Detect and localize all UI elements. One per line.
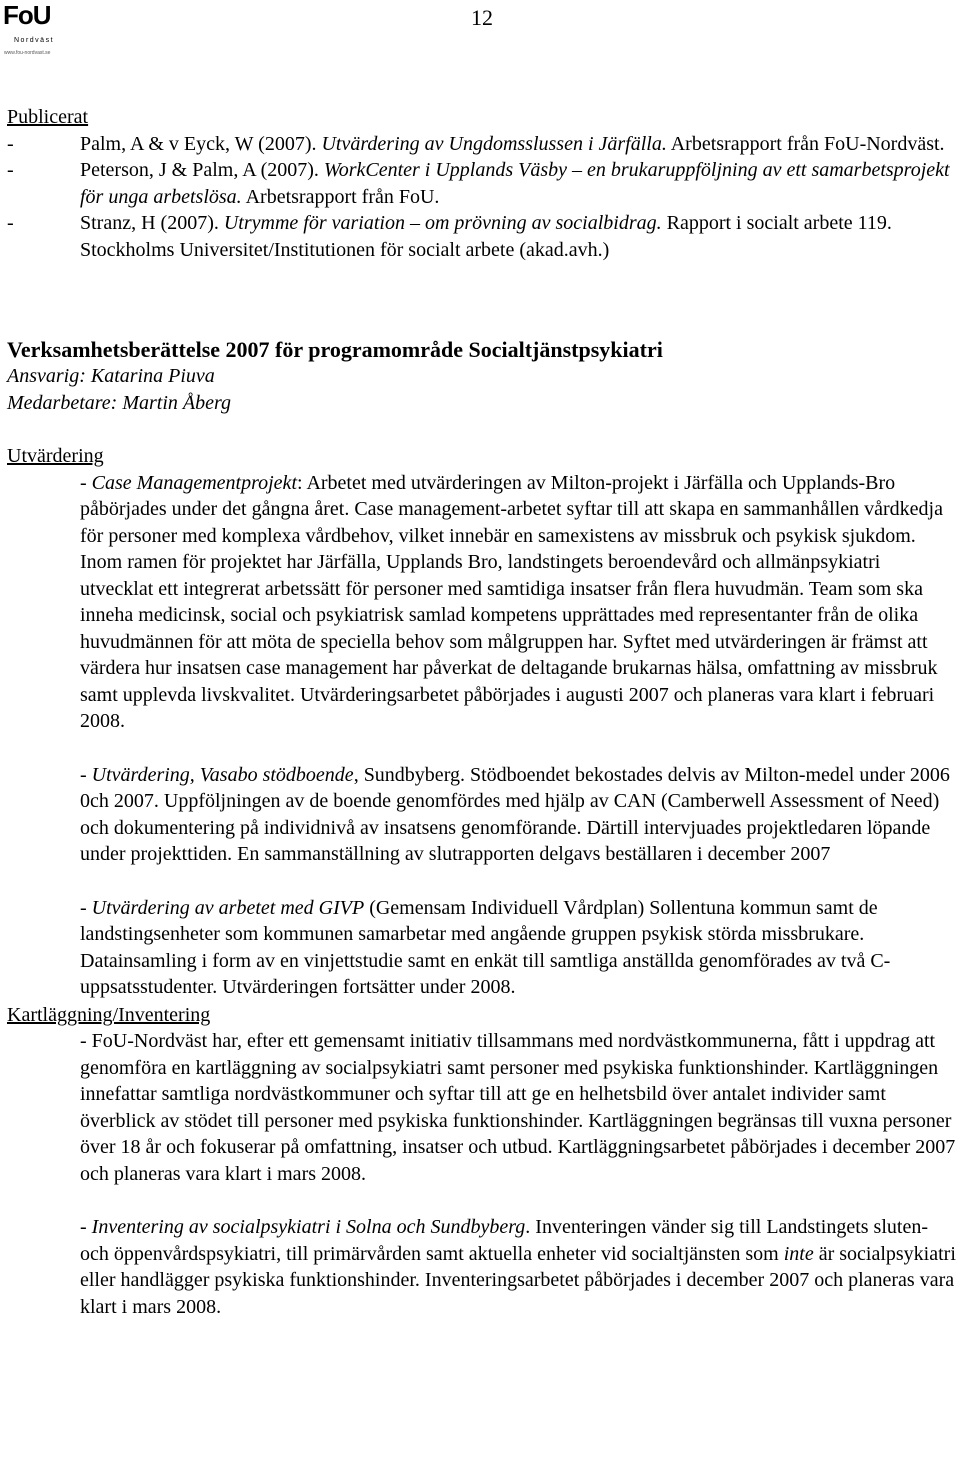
publication-title: WorkCenter i Upplands Väsby – en brukaruppföljning av ett samarbetsprojekt för unga arbetslösa. [80, 159, 950, 208]
published-section [7, 104, 957, 263]
publication-source: Arbetsrapport från FoU. [241, 185, 440, 208]
list-dash: - [7, 132, 14, 155]
logo-subtext: Nordväst [14, 37, 55, 44]
publication-title: Utvärdering av Ungdomsslussen i Järfälla. [321, 132, 667, 155]
project-name: Case Managementprojekt [91, 471, 297, 494]
report-heading: Verksamhetsberättelse 2007 för programområde Socialtjänstpsykiatri [7, 337, 663, 362]
published-title: Publicerat [7, 106, 89, 128]
list-dash: - [7, 159, 14, 181]
project-name: Utvärdering, Vasabo stödboende [91, 763, 354, 786]
fou-logo [2, 0, 55, 56]
mapping-paragraph: - FoU-Nordväst har, efter ett gemensamt initiativ tillsammans med nordvästkommunerna, fått i uppdrag att genomföra en kartläggning av socialpsykiatri samt personer med psykiska funktionshinder. Kartläggningen innefattar samtliga nordvästkommuner och syftar till att ge en helhetsbild över antalet individer samt överblick av stödet till personer med psykiska funktionshinder. Kartläggningen begränsas till vuxna personer över 18 år och fokuserar på omfattning, insatser och utbud. Kartläggningsarbetet påbörjades i december 2007 och planeras vara klart i mars 2008. [80, 1030, 956, 1185]
publication-item [7, 157, 957, 210]
project-name: Utvärdering av arbetet med GIVP [91, 896, 365, 919]
document-body [7, 104, 957, 1320]
coworker-line: Medarbetare: Martin Åberg [7, 391, 232, 414]
publication-item [7, 210, 957, 263]
publication-item [7, 131, 957, 158]
responsible-line: Ansvarig: Katarina Piuva [7, 365, 215, 387]
publication-title: Utrymme för variation – om prövning av socialbidrag. [223, 212, 662, 234]
page-number: 12 [471, 5, 493, 30]
mapping-paragraph: - Inventering av socialpsykiatri i Solna och Sundbyberg. Inventeringen vänder sig till Landstingets sluten- och öppenvårdspsykiatri, till primärvården samt aktuella enheter vid socialtjänsten som inte är socialpsykiatri eller handlägger psykiska funktionshinder. Inventeringsarbetet påbörjades i december 2007 och planeras vara klart i mars 2008. [80, 1216, 956, 1318]
logo-text: FoU [3, 0, 51, 30]
evaluation-title: Utvärdering [7, 445, 104, 467]
logo-url: www.fou-nordvast.se [4, 50, 51, 56]
publication-authors: Stranz, H (2007). [80, 212, 224, 234]
publication-source: Rapport i socialt arbete 119. Stockholms Universitet/Institutionen för socialt arbete (akad.avh.) [80, 212, 892, 261]
publication-authors: Peterson, J & Palm, A (2007). [80, 159, 324, 181]
evaluation-paragraph: - Utvärdering, Vasabo stödboende, Sundbyberg. Stödboendet bekostades delvis av Milton-medel under 2006 0ch 2007. Uppföljningen av de boende genomfördes med hjälp av CAN (Camberwell Assessment of Need) och dokumentering på individnivå av insatsens genomförande. Därtill intervjuades projektledaren löpande under projekttiden. En sammanställning av slutrapporten delgavs beställaren i december 2007 [80, 763, 950, 865]
list-dash: - [7, 212, 14, 234]
evaluation-paragraph: - Utvärdering av arbetet med GIVP (Gemensam Individuell Vårdplan) Sollentuna kommun samt de landstingsenheter som kommunen samarbetar med angående gruppen psykisk störda missbrukare. Datainsamling i form av en vinjettstudie samt en enkät till samtliga anställda genomförades av två C-uppsatsstudenter. Utvärderingen fortsätter under 2008. [80, 896, 891, 998]
publication-authors: Palm, A & v Eyck, W (2007). [80, 132, 322, 155]
publication-source: Arbetsrapport från FoU-Nordväst. [666, 132, 945, 155]
evaluation-paragraph: - Case Managementprojekt: Arbetet med utvärderingen av Milton-projekt i Järfälla och Upplands-Bro påbörjades under det gångna året. Case management-arbetet syftar till att skapa en sammanhållen vårdkedja för personer med komplexa vårdbehov, vilket innebär en samexistens av missbruk och psykisk sjukdom. Inom ramen för projektet har Järfälla, Upplands Bro, landstingets beroendevård och allmänpsykiatri utvecklat ett integrerat arbetssätt för personer med samtidiga insatser från flera huvudmän. Team som ska inneha medicinsk, social och psykiatrisk samlad kompetens upprättades med representanter från de olika huvudmännen för att möta de speciella behov som målgruppen har. Syftet med utvärderingen är främst att värdera hur insatsen case management har påverkat de deltagande brukarnas hälsa, omfattning av missbruk samt upplevda livskvalitet. Utvärderingsarbetet påbörjades i augusti 2007 och planeras vara klart i februari 2008. [80, 471, 943, 732]
mapping-title: Kartläggning/Inventering [7, 1003, 211, 1026]
project-name: Inventering av socialpsykiatri i Solna och Sundbyberg [91, 1216, 526, 1238]
